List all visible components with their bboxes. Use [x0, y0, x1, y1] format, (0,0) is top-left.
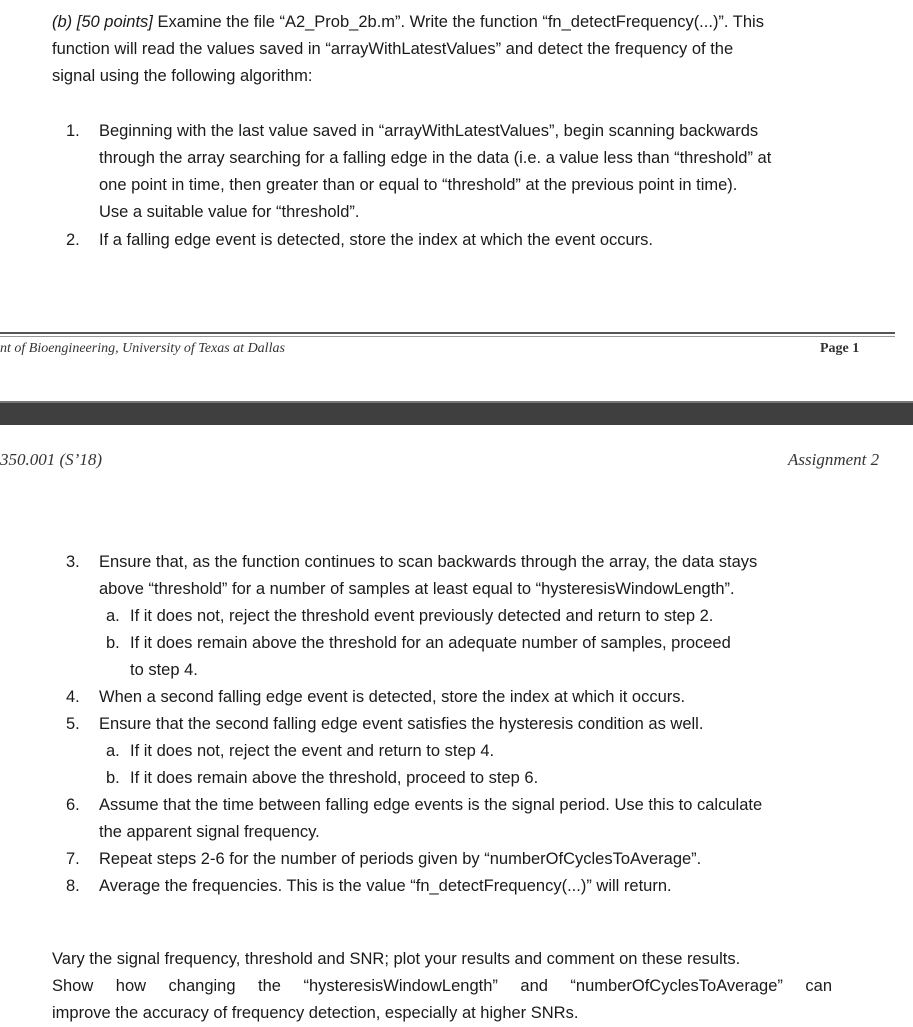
part-b-intro	[52, 9, 832, 90]
step-3a: a. If it does not, reject the threshold event previously detected and return to step 2.	[106, 607, 714, 625]
intro-line-3: signal using the following algorithm:	[52, 67, 313, 85]
header-course: 350.001 (S’18)	[0, 450, 102, 469]
step-3b: b. If it does remain above the threshold for an adequate number of samples, proceed to step 4.	[106, 634, 731, 679]
step-3: 3. Ensure that, as the function continues to scan backwards through the array, the data stays above “threshold” for a number of samples at least equal to “hysteresisWindowLength”.	[66, 553, 758, 598]
step-5a: a. If it does not, reject the event and return to step 4.	[106, 742, 495, 760]
step-4: 4. When a second falling edge event is detected, store the index at which it occurs.	[66, 688, 686, 706]
closing-line-1: Vary the signal frequency, threshold and SNR; plot your results and comment on these results.	[52, 950, 741, 968]
footer-department: nt of Bioengineering, University of Texas at Dallas	[0, 341, 285, 356]
step-1: 1. Beginning with the last value saved in “arrayWithLatestValues”, begin scanning backwards through the array searching for a falling edge in the data (i.e. a value less than “threshold” at one point in time, then greater than or equal to “threshold” at the previous point in time). Use a suitable value for “threshold”.	[66, 122, 772, 221]
closing-line-2: Show how changing the “hysteresisWindowLength” and “numberOfCyclesToAverage” can	[52, 977, 832, 995]
footer-rule	[0, 332, 895, 334]
step-7: 7. Repeat steps 2-6 for the number of periods given by “numberOfCyclesToAverage”.	[66, 850, 702, 868]
step-5: 5. Ensure that the second falling edge event satisfies the hysteresis condition as well.	[66, 715, 704, 733]
footer-rule-thin	[0, 336, 895, 337]
step-6: 6. Assume that the time between falling edge events is the signal period. Use this to calculate the apparent signal frequency.	[66, 796, 763, 841]
page-number: Page 1	[820, 341, 860, 356]
step-5b: b. If it does remain above the threshold, proceed to step 6.	[106, 769, 539, 787]
part-b-label: (b) [50 points]	[52, 13, 153, 31]
step-2: 2. If a falling edge event is detected, store the index at which the event occurs.	[66, 231, 653, 249]
closing-paragraph	[52, 946, 832, 1027]
closing-line-3: improve the accuracy of frequency detection, especially at higher SNRs.	[52, 1004, 579, 1022]
page-break	[0, 401, 913, 425]
algorithm-steps-page1	[66, 118, 830, 254]
algorithm-steps-page2	[66, 549, 830, 900]
step-8: 8. Average the frequencies. This is the value “fn_detectFrequency(...)” will return.	[66, 877, 672, 895]
intro-line-1: (b) [50 points] Examine the file “A2_Prob_2b.m”. Write the function “fn_detectFrequency(...)”. This	[52, 13, 764, 31]
header-assignment: Assignment 2	[788, 450, 880, 469]
intro-line-2: function will read the values saved in “arrayWithLatestValues” and detect the frequency of the	[52, 40, 734, 58]
